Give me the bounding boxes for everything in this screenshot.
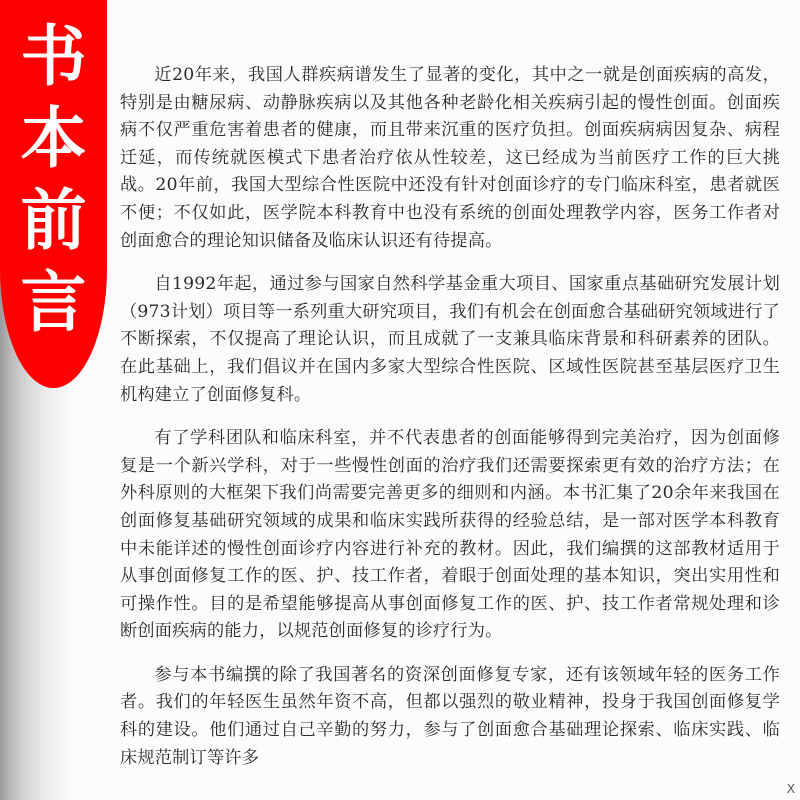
paragraph: 自1992年起，通过参与国家自然科学基金重大项目、国家重点基础研究发展计划（973计划）项目等一系列重大研究项目，我们有机会在创面愈合基础研究领域进行了不断探索，不仅提高了理论认识，而且成就了一支兼具临床背景和科研素养的团队。在此基础上，我们倡议并在国内多家大型综合性医院、区域性医院甚至基层医疗卫生机构建立了创面修复科。: [120, 274, 780, 405]
corner-mark: X: [786, 782, 795, 796]
tab-title-char: 书: [20, 18, 87, 95]
tab-title-char: 言: [20, 264, 87, 341]
paragraph: 近20年来，我国人群疾病谱发生了显著的变化，其中之一就是创面疾病的高发，特别是由糖尿病、动静脉疾病以及其他各种老龄化相关疾病引起的慢性创面。创面疾病不仅严重危害着患者的健康，而且带来沉重的医疗负担。创面疾病病因复杂、病程迁延，而传统就医模式下患者治疗依从性较差，这已经成为当前医疗工作的巨大挑战。20年前，我国大型综合性医院中还没有针对创面诊疗的专门临床科室，患者就医不便；不仅如此，医学院本科教育中也没有系统的创面处理教学内容，医务工作者对创面愈合的理论知识储备及临床认识还有待提高。: [120, 65, 780, 251]
paragraph: 参与本书编撰的除了我国著名的资深创面修复专家，还有该领域年轻的医务工作者。我们的年轻医生虽然年资不高，但都以强烈的敬业精神，投身于我国创面修复学科的建设。他们通过自己辛勤的努力，参与了创面愈合基础理论探索、临床实践、临床规范制订等许多: [120, 664, 780, 768]
paragraph: 有了学科团队和临床科室，并不代表患者的创面能够得到完美治疗，因为创面修复是一个新兴学科，对于一些慢性创面的治疗我们还需要探索更有效的治疗方法；在外科原则的大框架下我们尚需要完善更多的细则和内涵。本书汇集了20余年来我国在创面修复基础研究领域的成果和临床实践所获得的经验总结，是一部对医学本科教育中未能详述的慢性创面诊疗内容进行补充的教材。因此，我们编撰的这部教材适用于从事创面修复工作的医、护、技工作者，着眼于创面处理的基本知识，突出实用性和可操作性。目的是希望能够提高从事创面修复工作的医、护、技工作者常规处理和诊断创面疾病的能力，以规范创面修复的诊疗行为。: [120, 428, 780, 642]
tab-title-char: 本: [20, 100, 87, 177]
preface-side-tab: [0, 0, 107, 388]
tab-title-char: 前: [20, 182, 87, 259]
preface-body: [120, 62, 780, 788]
